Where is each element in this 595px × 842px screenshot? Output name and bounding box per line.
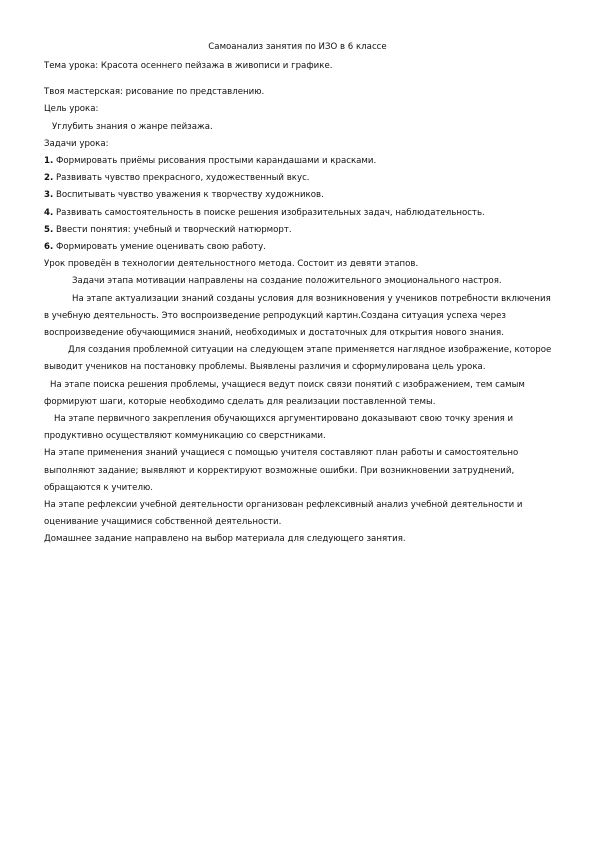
task-text: Формировать приёмы рисования простыми карандашами и красками. xyxy=(53,156,377,167)
task-number: 5. xyxy=(44,224,54,235)
task-number: 1. xyxy=(44,156,54,167)
paragraph-actualization: На этапе актуализации знаний созданы условия для возникновения у учеников потребности включения в учебную деятельность. Это воспроизведение репродукций картин.Создана ситуация успеха через воспроизведение обучающимися знаний, необходимых и достаточных для открытия нового знания. xyxy=(44,293,551,339)
task-item xyxy=(44,222,556,239)
task-item xyxy=(44,205,556,222)
task-text: Формировать умение оценивать свою работу. xyxy=(53,242,266,253)
task-item xyxy=(44,153,556,170)
task-text: Развивать самостоятельность в поиске решения изобразительных задач, наблюдательность. xyxy=(53,207,485,218)
paragraph-application: На этапе применения знаний учащиеся с помощью учителя составляют план работы и самостоятельно выполняют задание; выявляют и корректируют возможные ошибки. При возникновении затруднений, обращаются к учителю. xyxy=(44,448,519,493)
task-text: Ввести понятия: учебный и творческий натюрморт. xyxy=(53,224,292,235)
task-number: 2. xyxy=(44,173,54,184)
paragraph-search: На этапе поиска решения проблемы, учащиеся ведут поиск связи понятий с изображением, тем самым формируют шаги, которые необходимо сделать для реализации поставленной темы. xyxy=(44,379,525,407)
task-number: 4. xyxy=(44,207,54,218)
paragraph-consolidation: На этапе первичного закрепления обучающихся аргументировано доказывают свою точку зрения и продуктивно осуществляют коммуникацию со сверстниками. xyxy=(44,414,514,442)
tasks-heading: Задачи урока: xyxy=(44,138,109,149)
task-text: Развивать чувство прекрасного, художественный вкус. xyxy=(53,173,310,184)
paragraph-reflection: На этапе рефлексии учебной деятельности организован рефлексивный анализ учебной деятельности и оценивание учащимися собственной деятельности. xyxy=(44,500,523,528)
workshop-line: Твоя мастерская: рисование по представлению. xyxy=(44,87,265,98)
task-text: Воспитывать чувство уважения к творчеству художников. xyxy=(53,190,324,201)
paragraph-homework: Домашнее задание направлено на выбор материала для следующего занятия. xyxy=(44,534,406,545)
lesson-topic: Тема урока: Красота осеннего пейзажа в живописи и графике. xyxy=(44,61,333,71)
paragraph-method: Урок проведён в технологии деятельностного метода. Состоит из девяти этапов. xyxy=(44,259,419,270)
task-item xyxy=(44,239,556,256)
task-number: 6. xyxy=(44,242,54,253)
paragraph-motivation: Задачи этапа мотивации направлены на создание положительного эмоционального настроя. xyxy=(72,276,502,287)
task-number: 3. xyxy=(44,190,54,201)
task-item xyxy=(44,187,556,204)
paragraph-problem: Для создания проблемной ситуации на следующем этапе применяется наглядное изображение, которое выводит учеников на постановку проблемы. Выявлены различия и сформулирована цель урока. xyxy=(44,345,552,373)
document-body xyxy=(44,58,556,549)
goal-heading: Цель урока: xyxy=(44,104,99,115)
task-item xyxy=(44,170,556,187)
document-title: Самоанализ занятия по ИЗО в 6 классе xyxy=(208,42,387,52)
goal-text: Углубить знания о жанре пейзажа. xyxy=(52,121,213,132)
spacer xyxy=(44,75,556,84)
